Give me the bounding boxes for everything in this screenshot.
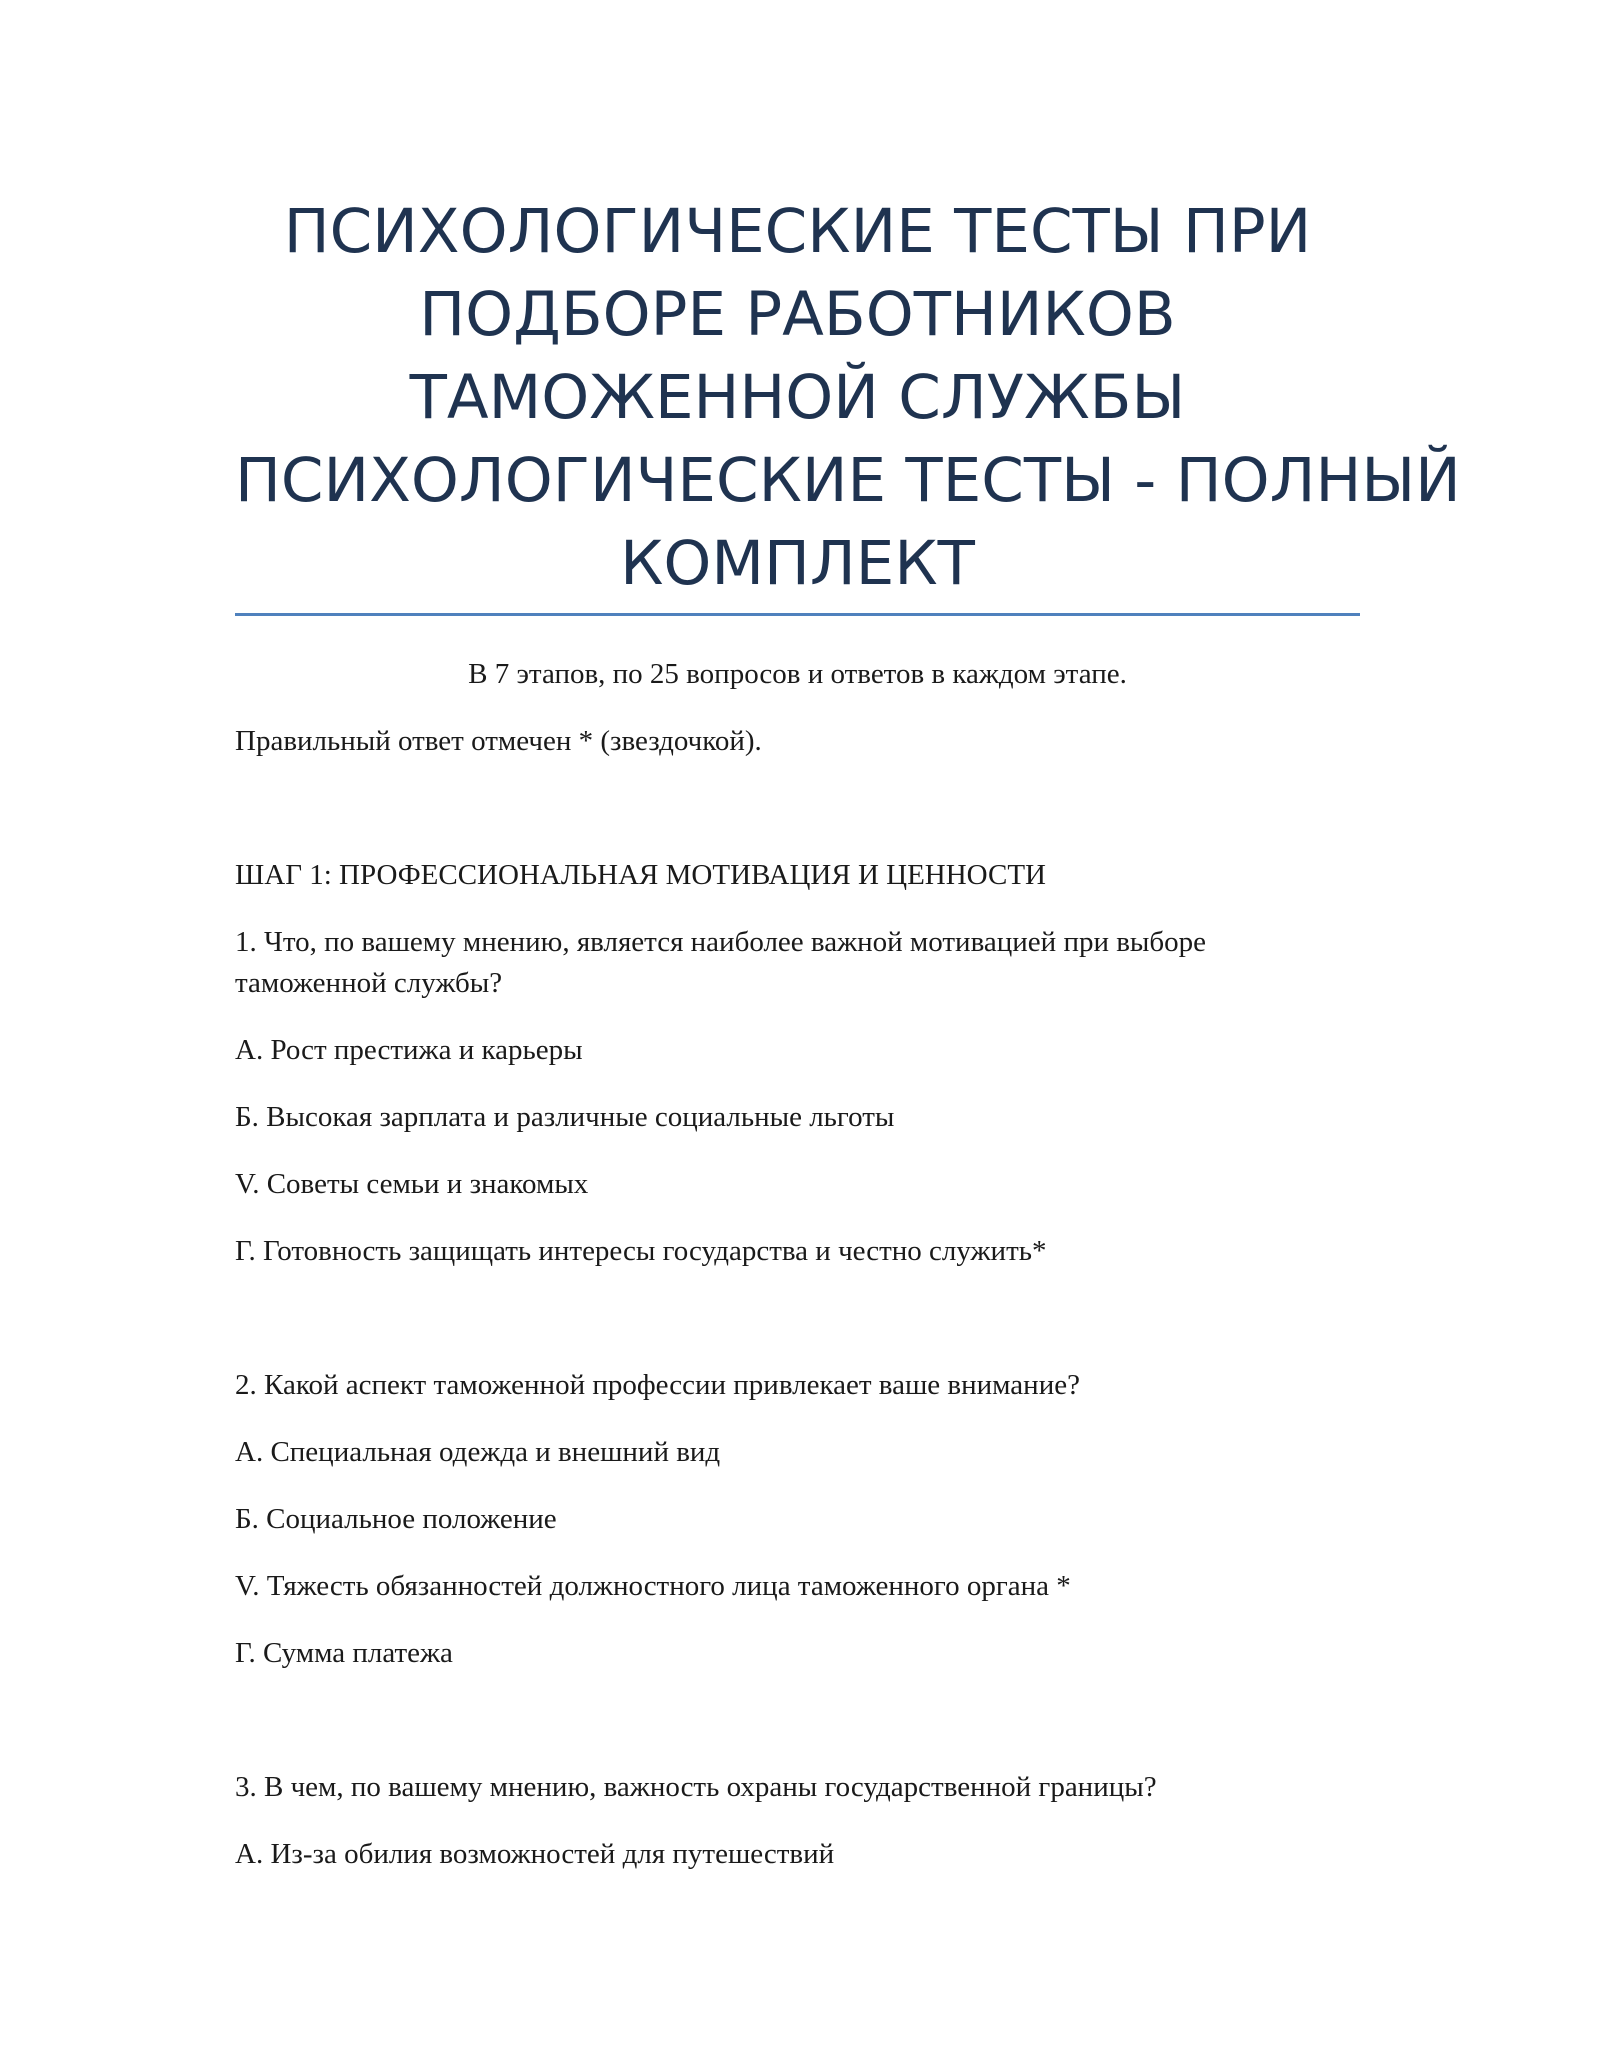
answer-option: V. Советы семьи и знакомых [235, 1168, 589, 1200]
document-body [235, 190, 1461, 1901]
document-content [235, 654, 1360, 1875]
answer-option: V. Тяжесть обязанностей должностного лица таможенного органа * [235, 1570, 1071, 1602]
question-block [235, 922, 1360, 1272]
note-text: Правильный ответ отмечен * (звездочкой). [235, 725, 762, 757]
title-line: ТАМОЖЕННОЙ СЛУЖБЫ [409, 362, 1186, 433]
question-text: 1. Что, по вашему мнению, является наиболее важной мотивацией при выборе таможенной службы? [235, 926, 1207, 999]
title-line: ПОДБОРЕ РАБОТНИКОВ [419, 279, 1176, 350]
question-block [235, 1767, 1360, 1875]
intro-text: В 7 этапов, по 25 вопросов и ответов в каждом этапе. [468, 658, 1127, 690]
document-title [235, 190, 1461, 605]
question-text: 3. В чем, по вашему мнению, важность охраны государственной границы? [235, 1771, 1157, 1803]
answer-option: А. Из-за обилия возможностей для путешествий [235, 1838, 835, 1870]
step-heading: ШАГ 1: ПРОФЕССИОНАЛЬНАЯ МОТИВАЦИЯ И ЦЕННОСТИ [235, 859, 1046, 891]
title-line: ПСИХОЛОГИЧЕСКИЕ ТЕСТЫ ПРИ [283, 196, 1312, 267]
answer-option: А. Специальная одежда и внешний вид [235, 1436, 721, 1468]
title-line: ПСИХОЛОГИЧЕСКИЕ ТЕСТЫ - ПОЛНЫЙ [235, 445, 1461, 516]
question-text: 2. Какой аспект таможенной профессии привлекает ваше внимание? [235, 1369, 1080, 1401]
answer-option: Б. Социальное положение [235, 1503, 557, 1535]
title-divider [235, 613, 1360, 616]
title-line: КОМПЛЕКТ [620, 528, 975, 599]
answer-option: Б. Высокая зарплата и различные социальные льготы [235, 1101, 895, 1133]
question-block [235, 1365, 1360, 1674]
answer-option: А. Рост престижа и карьеры [235, 1034, 583, 1066]
answer-option: Г. Сумма платежа [235, 1637, 453, 1669]
answer-option: Г. Готовность защищать интересы государства и честно служить* [235, 1235, 1047, 1267]
